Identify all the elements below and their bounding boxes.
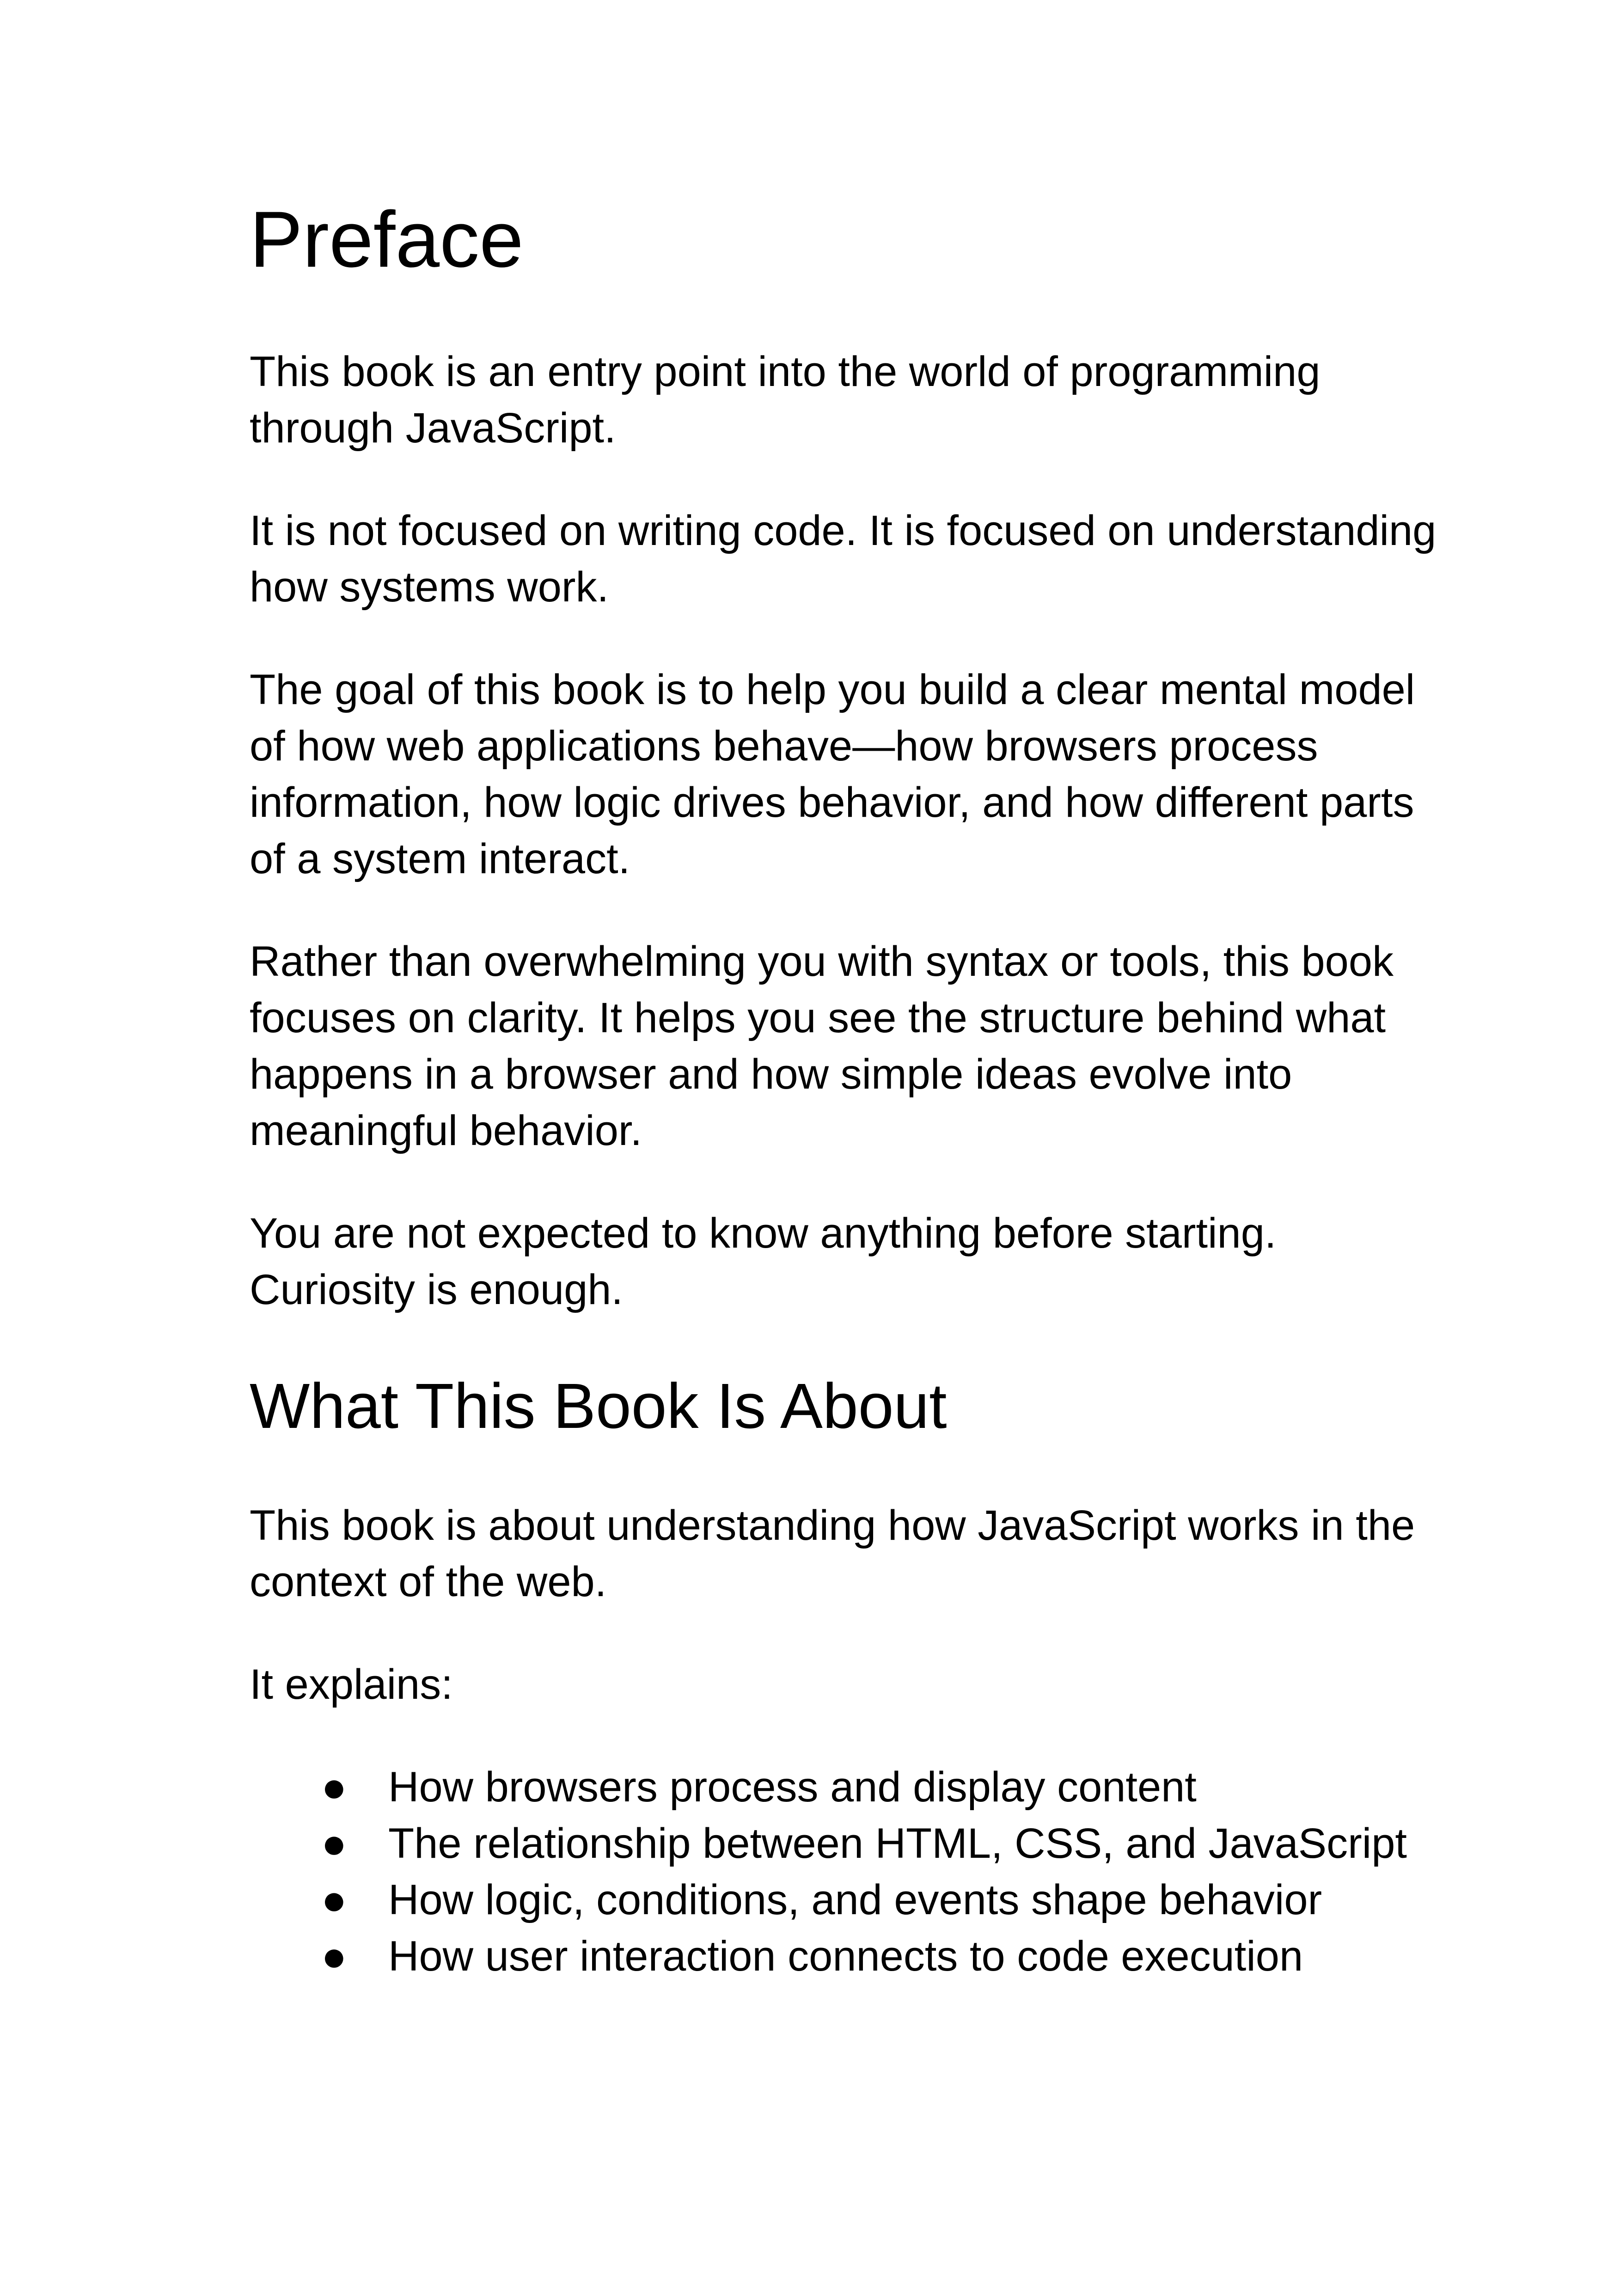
list-item (250, 1815, 1451, 1872)
page-title: Preface (250, 195, 524, 284)
bullet-icon: ● (321, 1820, 347, 1867)
list-item (250, 1759, 1451, 1815)
section-paragraph: This book is about understanding how JavaScript works in the context of the web. (250, 1502, 1415, 1606)
list-item (250, 1928, 1451, 1984)
list-item-text: How user interaction connects to code execution (388, 1933, 1303, 1980)
list-item-text: The relationship between HTML, CSS, and JavaScript (388, 1820, 1407, 1867)
document-content (250, 194, 1451, 1984)
list-item-text: How browsers process and display content (388, 1763, 1197, 1811)
section-paragraph: It explains: (250, 1661, 453, 1708)
preface-paragraph: Rather than overwhelming you with syntax or tools, this book focuses on clarity. It helps you see the structure behind what happens in a browser and how simple ideas evolve into meaningful behavior. (250, 937, 1394, 1154)
list-item-text: How logic, conditions, and events shape behavior (388, 1876, 1322, 1924)
bullet-icon: ● (321, 1763, 347, 1811)
bullet-list (250, 1759, 1451, 1984)
bullet-icon: ● (321, 1933, 347, 1980)
preface-paragraph: It is not focused on writing code. It is focused on understanding how systems work. (250, 507, 1437, 611)
bullet-icon: ● (321, 1876, 347, 1924)
preface-paragraph: You are not expected to know anything before starting. Curiosity is enough. (250, 1209, 1277, 1313)
list-item (250, 1872, 1451, 1928)
preface-paragraph: This book is an entry point into the world of programming through JavaScript. (250, 348, 1321, 452)
section-heading: What This Book Is About (250, 1370, 947, 1442)
preface-paragraph: The goal of this book is to help you build a clear mental model of how web applications behave—how browsers process information, how logic drives behavior, and how different parts of a system interact. (250, 666, 1415, 882)
